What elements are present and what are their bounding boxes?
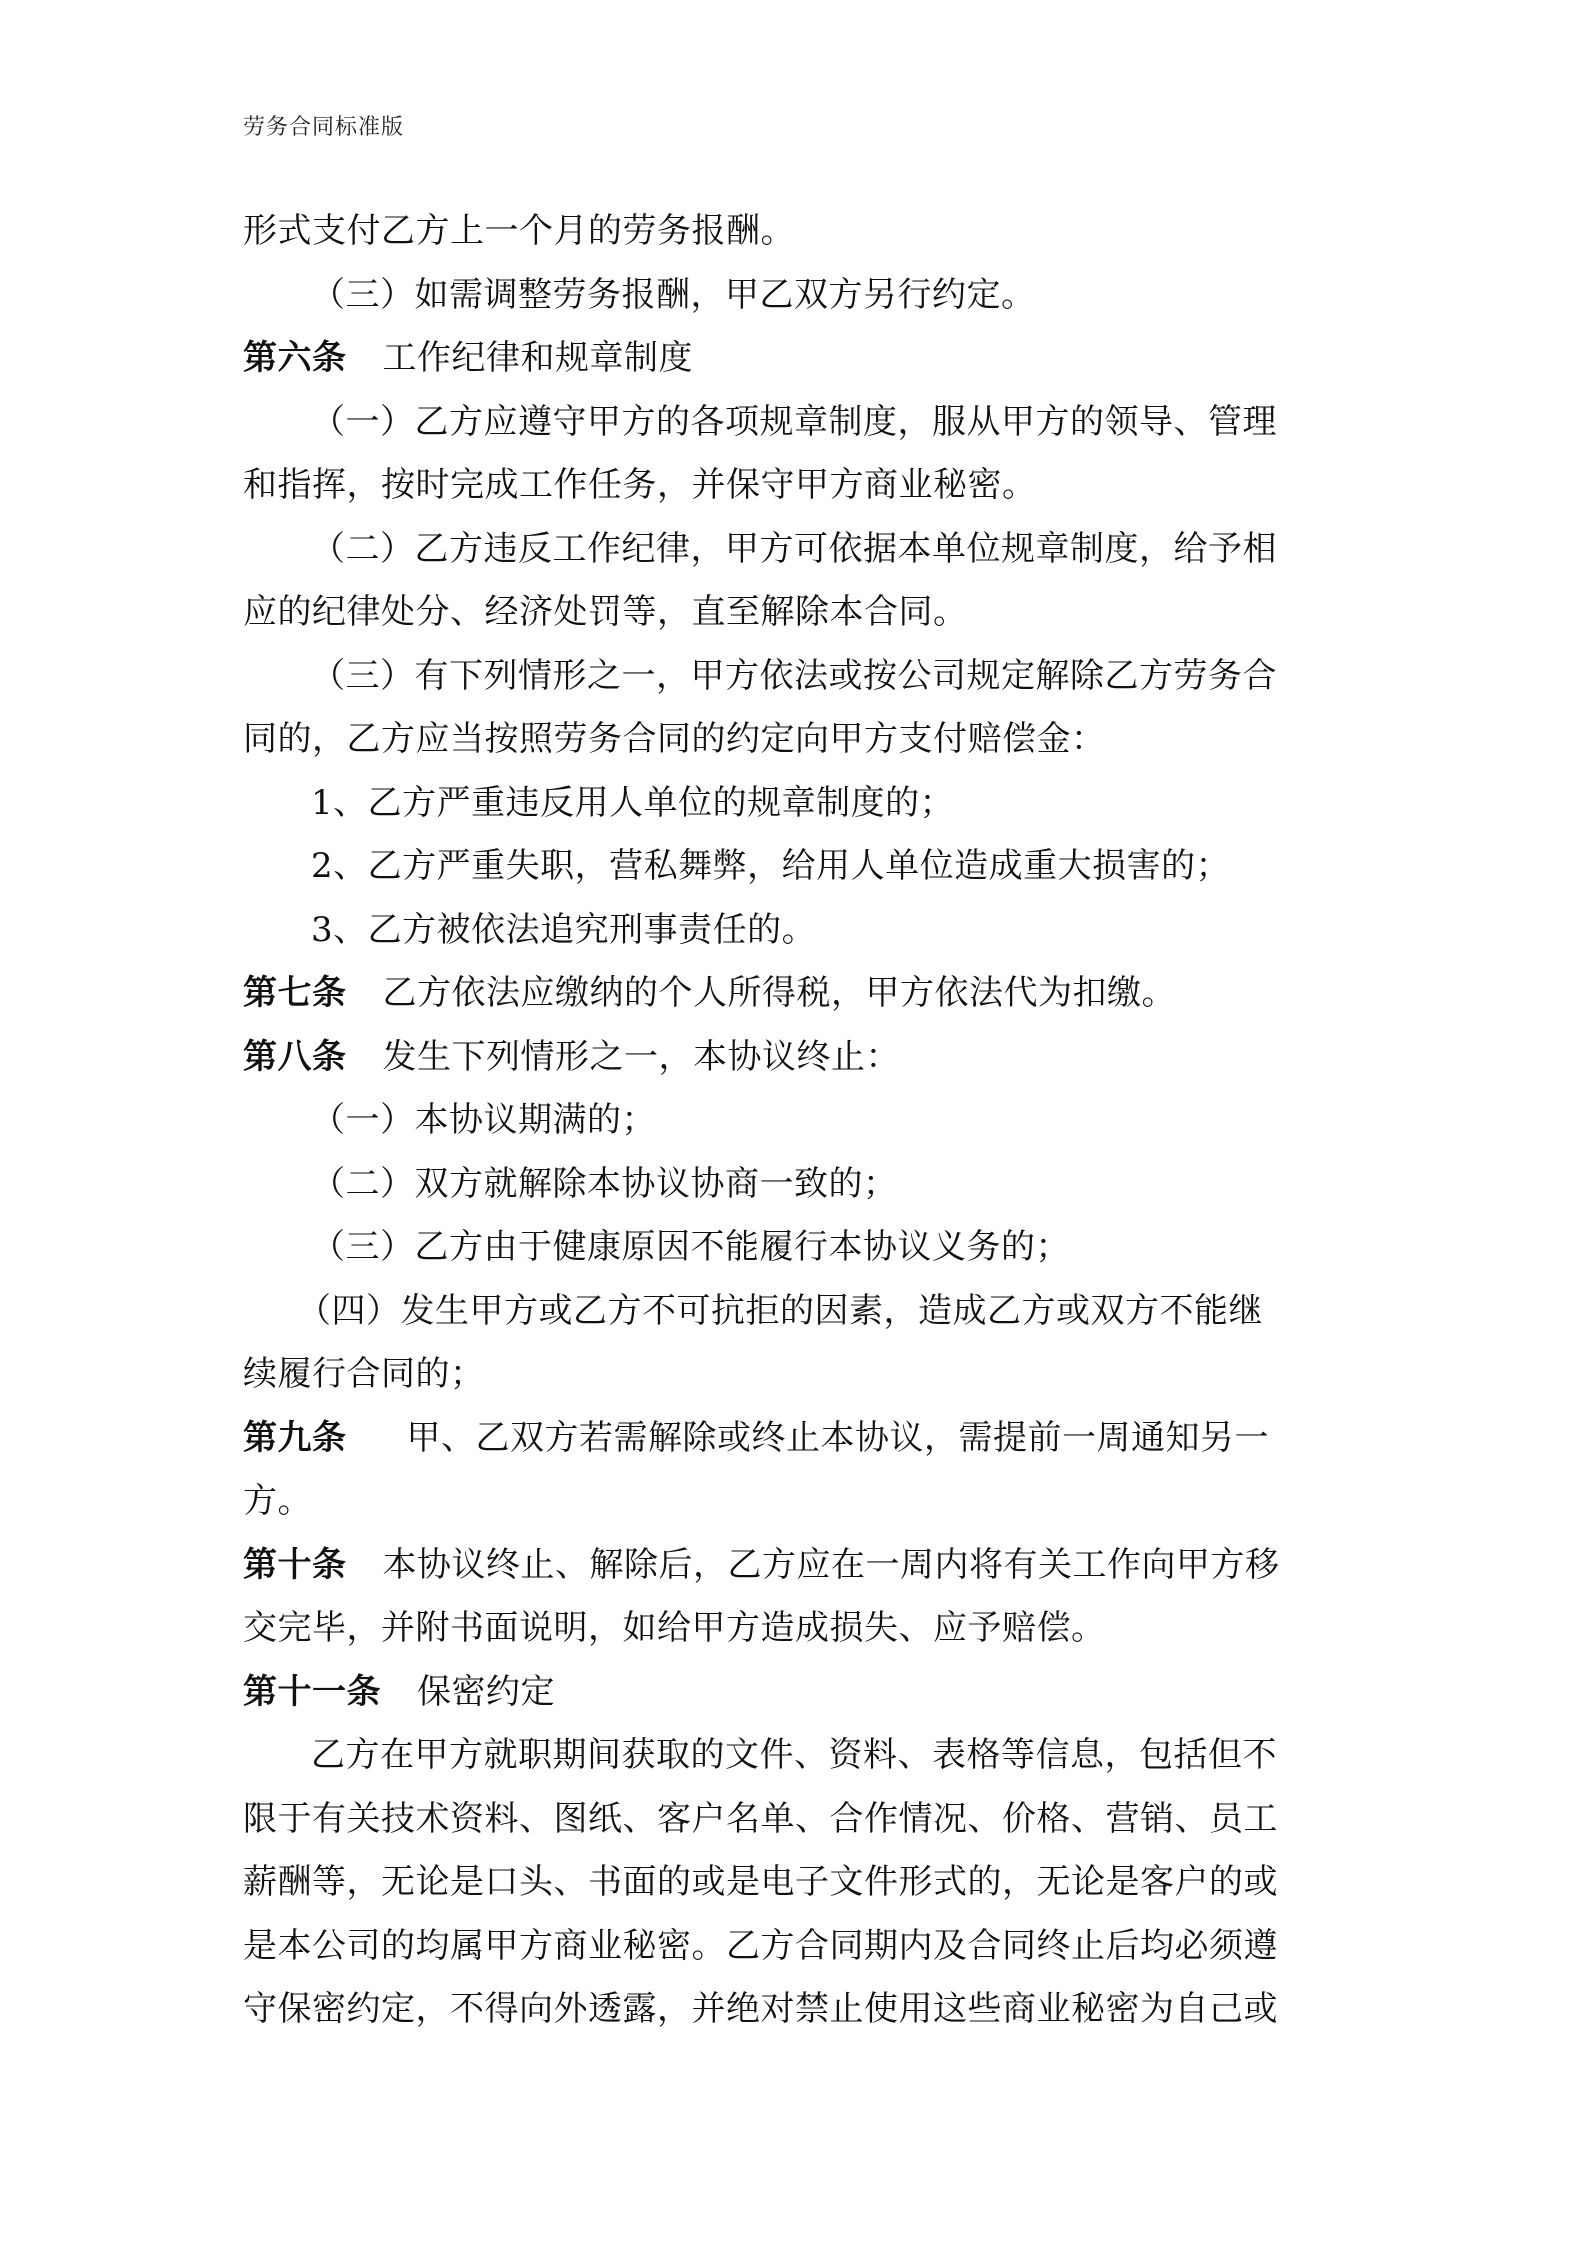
page-header-title: 劳务合同标准版 [243,115,405,140]
article-label: 第十一条 [243,1671,381,1712]
text-line: 交完毕，并附书面说明，如给甲方造成损失、应予赔偿。 [243,1608,1106,1648]
article-label: 第九条 [243,1417,347,1458]
list-item: 3、乙方被依法追究刑事责任的。 [311,909,817,950]
text-line: 和指挥，按时完成工作任务，并保守甲方商业秘密。 [243,465,1037,505]
list-item: （三）乙方由于健康原因不能履行本协议义务的； [311,1227,1070,1267]
text-line: 续履行合同的； [243,1354,485,1394]
article-title: 保密约定 [417,1671,555,1712]
text-line: 守保密约定，不得向外透露，并绝对禁止使用这些商业秘密为自己或 [243,1989,1278,2029]
text-line: 限于有关技术资料、图纸、客户名单、合作情况、价格、营销、员工 [243,1798,1278,1839]
article-label: 第八条 [243,1036,347,1077]
article-7-heading [243,962,1353,1026]
list-item: 2、乙方严重失职，营私舞弊，给用人单位造成重大损害的； [311,846,1231,886]
text-line: （二）乙方违反工作纪律，甲方可依据本单位规章制度，给予相 [311,528,1277,569]
text-line: （一）乙方应遵守甲方的各项规章制度，服从甲方的领导、管理 [311,401,1277,442]
text-line: 乙方在甲方就职期间获取的文件、资料、表格等信息，包括但不 [311,1735,1277,1775]
article-text: 乙方依法应缴纳的个人所得税，甲方依法代为扣缴。 [382,973,1176,1013]
list-item: （一）本协议期满的； [311,1100,656,1140]
article-text: 发生下列情形之一，本协议终止： [382,1036,900,1077]
list-item: （四）发生甲方或乙方不可抗拒的因素，造成乙方或双方不能继 [297,1290,1263,1331]
article-9-heading [243,1407,1353,1471]
text-line: 同的，乙方应当按照劳务合同的约定向甲方支付赔偿金： [243,719,1106,759]
text-line: 是本公司的均属甲方商业秘密。乙方合同期内及合同终止后均必须遵 [243,1925,1278,1966]
article-6-heading [243,327,1353,391]
text-line: 形式支付乙方上一个月的劳务报酬。 [243,211,795,251]
article-label: 第六条 [243,338,347,378]
list-item: （二）双方就解除本协议协商一致的； [311,1163,898,1204]
text-line: 应的纪律处分、经济处罚等，直至解除本合同。 [243,592,968,632]
article-text: 本协议终止、解除后，乙方应在一周内将有关工作向甲方移 [382,1544,1280,1585]
text-line: （三）如需调整劳务报酬，甲乙双方另行约定。 [311,274,1036,315]
article-label: 第七条 [243,973,347,1013]
article-title: 工作纪律和规章制度 [382,338,693,378]
text-line: （三）有下列情形之一，甲方依法或按公司规定解除乙方劳务合 [311,655,1277,696]
text-line: 薪酬等，无论是口头、书面的或是电子文件形式的，无论是客户的或 [243,1862,1278,1902]
article-text: 甲、乙双方若需解除或终止本协议，需提前一周通知另一 [406,1417,1269,1458]
list-item: 1、乙方严重违反用人单位的规章制度的； [311,782,955,823]
article-11-heading [243,1661,1353,1725]
article-10-heading [243,1534,1353,1598]
document-body [243,200,1353,2042]
text-line: 方。 [243,1481,312,1521]
article-8-heading [243,1026,1353,1090]
article-label: 第十条 [243,1544,347,1585]
